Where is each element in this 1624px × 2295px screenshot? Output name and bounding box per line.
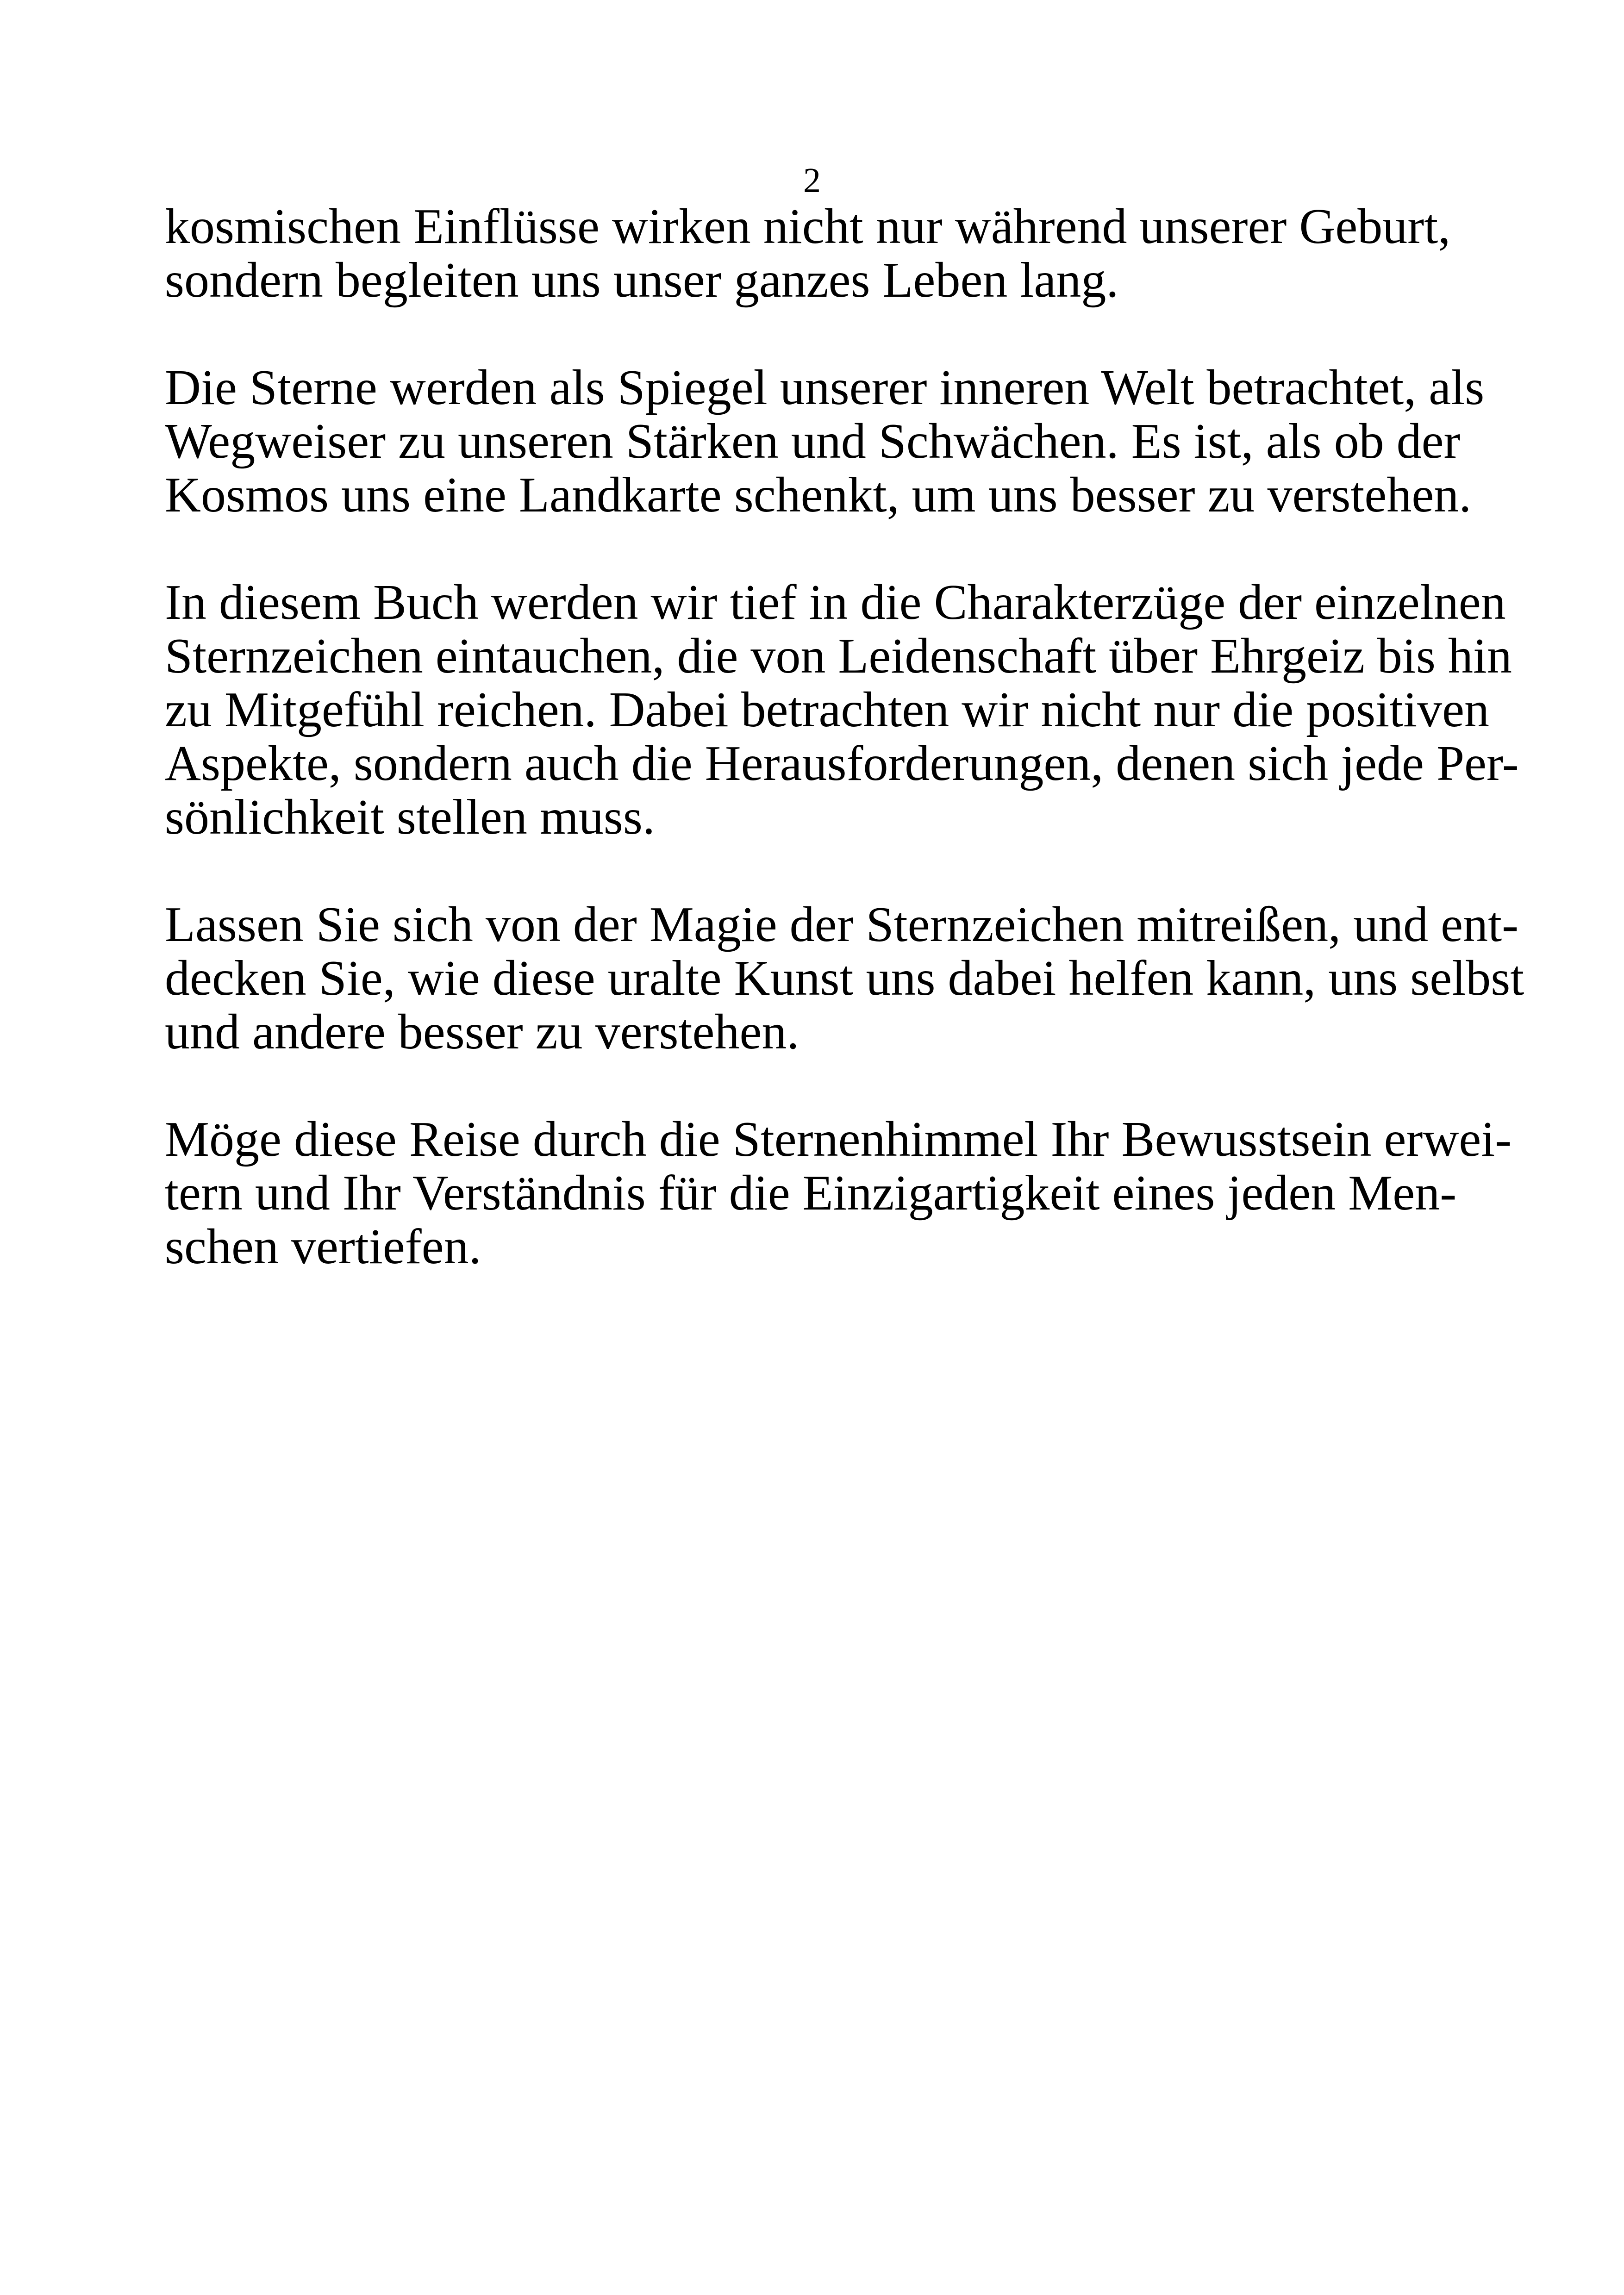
text-line: tern und Ihr Verständnis für die Einzigartigkeit eines jeden Men- xyxy=(165,1166,1457,1221)
text-line: Aspekte, sondern auch die Herausforderungen, denen sich jede Per- xyxy=(165,736,1519,791)
text-line: sondern begleiten uns unser ganzes Leben lang. xyxy=(165,253,1119,308)
text-line: zu Mitgefühl reichen. Dabei betrachten wir nicht nur die positiven xyxy=(165,682,1490,737)
paragraph-3 xyxy=(165,575,1519,845)
text-line: Die Sterne werden als Spiegel unserer inneren Welt betrachtet, als xyxy=(165,360,1485,415)
text-line: Kosmos uns eine Landkarte schenkt, um uns besser zu verstehen. xyxy=(165,468,1472,523)
page-number: 2 xyxy=(803,161,821,200)
text-line: sönlichkeit stellen muss. xyxy=(165,790,655,845)
text-line: decken Sie, wie diese uralte Kunst uns dabei helfen kann, uns selbst xyxy=(165,951,1524,1006)
paragraph-2 xyxy=(165,361,1484,522)
text-line: kosmischen Einflüsse wirken nicht nur während unserer Geburt, xyxy=(165,199,1451,254)
text-line: Sternzeichen eintauchen, die von Leidenschaft über Ehrgeiz bis hin xyxy=(165,629,1512,684)
paragraph-4 xyxy=(165,897,1524,1060)
text-line: und andere besser zu verstehen. xyxy=(165,1004,800,1060)
text-line: schen vertiefen. xyxy=(165,1219,481,1274)
body-text xyxy=(165,199,1524,1328)
text-line: In diesem Buch werden wir tief in die Charakterzüge der einzelnen xyxy=(165,575,1506,630)
paragraph-1 xyxy=(165,200,1484,307)
text-line: Wegweiser zu unseren Stärken und Schwächen. Es ist, als ob der xyxy=(165,414,1461,469)
text-line: Möge diese Reise durch die Sternenhimmel Ihr Bewusstsein erwei- xyxy=(165,1112,1512,1167)
text-line: Lassen Sie sich von der Magie der Sternzeichen mitreißen, und ent- xyxy=(165,897,1519,952)
paragraph-5 xyxy=(165,1112,1512,1274)
